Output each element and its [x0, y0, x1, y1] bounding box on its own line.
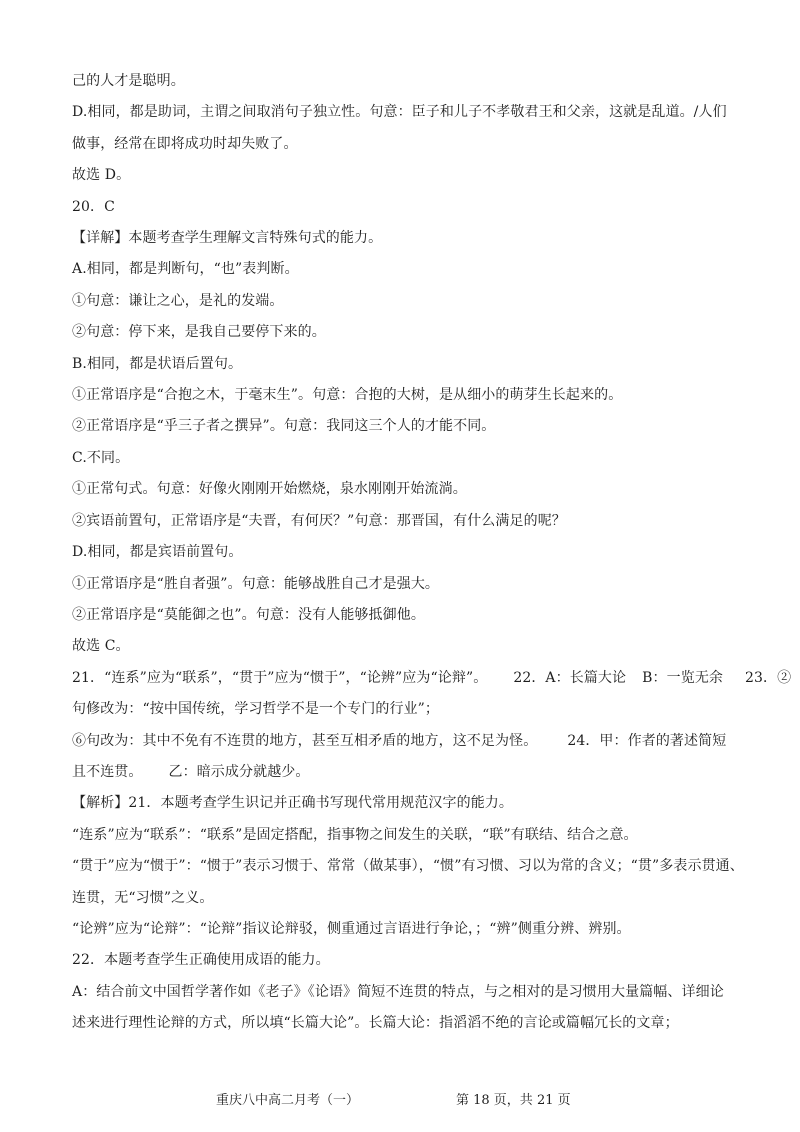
text-line: ①正常语序是“胜自者强”。句意：能够战胜自己才是强大。 — [72, 575, 440, 592]
text-line: ①句意：谦让之心，是礼的发端。 — [72, 292, 284, 309]
analysis-line: A：结合前文中国哲学著作如《老子》《论语》简短不连贯的特点，与之相对的是习惯用大量篇幅、详细论 — [72, 983, 724, 1000]
answer-line — [72, 757, 732, 788]
exam-title: 重庆八中高二月考（一） — [216, 1093, 360, 1108]
analysis-line: “连系”应为“联系”：“联系”是固定搭配，指事物之间发生的关联，“联”有联结、结合之意。 — [72, 826, 638, 843]
text-line: ①正常语序是“合抱之木，于毫末生”。句意：合抱的大树，是从细小的萌芽生长起来的。 — [72, 387, 623, 404]
text-line: ②宾语前置句，正常语序是“夫晋，有何厌？”句意：那晋国，有什么满足的呢？ — [72, 512, 566, 529]
text-line: ②正常语序是“乎三子者之撰异”。句意：我同这三个人的才能不同。 — [72, 418, 496, 435]
page-number: 第 18 页，共 21 页 — [456, 1093, 571, 1108]
analysis-line: “论辨”应为“论辩”：“论辩”指议论辩驳，侧重通过言语进行争论，；“辨”侧重分辨、辨别。 — [72, 920, 631, 937]
answer-text-body — [72, 66, 792, 1040]
text-line: 故选 D。 — [72, 167, 131, 184]
answer-22-b: B：一览无余 — [642, 669, 724, 686]
text-line: B.相同，都是状语后置句。 — [72, 355, 243, 372]
answer-24-yi: 乙：暗示成分就越少。 — [168, 763, 310, 780]
text-line: 做事，经常在即将成功时却失败了。 — [72, 135, 298, 152]
question-number-20: 20．C — [72, 198, 115, 215]
answer-line — [72, 663, 792, 694]
answer-line: 句修改为：“按中国传统，学习哲学不是一个专门的行业”； — [72, 701, 440, 718]
text-line: ①正常句式。句意：好像火刚刚开始燃烧，泉水刚刚开始流淌。 — [72, 481, 467, 498]
text-line: ②正常语序是“莫能御之也”。句意：没有人能够抵御他。 — [72, 606, 425, 623]
answer-23-revision: ⑥句改为：其中不免有不连贯的地方，甚至互相矛盾的地方，这不足为怪。 — [72, 732, 538, 749]
analysis-line: “贯于”应为“惯于”：“惯于”表示习惯于、常常（做某事），“惯”有习惯、习以为常的含义；“贯”多表示贯通、 — [72, 858, 744, 875]
answer-24-jia: 且不连贯。 — [72, 763, 143, 780]
answer-23: 23．② — [745, 669, 792, 686]
text-line: 【详解】本题考查学生理解文言特殊句式的能力。 — [72, 230, 383, 247]
text-line: 己的人才是聪明。 — [72, 73, 185, 89]
text-line: C.不同。 — [72, 449, 130, 466]
analysis-line: 述来进行理性论辩的方式，所以填“长篇大论”。长篇大论：指滔滔不绝的言论或篇幅冗长的文章； — [72, 1015, 679, 1032]
text-line: D.相同，都是宾语前置句。 — [72, 544, 243, 561]
answer-21: 21．“连系”应为“联系”，“贯于”应为“惯于”，“论辨”应为“论辩”。 — [72, 669, 488, 686]
analysis-line: 连贯，无“习惯”之义。 — [72, 889, 214, 906]
answer-line — [72, 726, 732, 757]
text-line: ②句意：停下来，是我自己要停下来的。 — [72, 324, 326, 341]
analysis-line: 【解析】21．本题考查学生识记并正确书写现代常用规范汉字的能力。 — [72, 795, 514, 812]
text-line: A.相同，都是判断句，“也”表判断。 — [72, 261, 299, 278]
answer-22-a: 22．A：长篇大论 — [513, 669, 627, 686]
analysis-line: 22．本题考查学生正确使用成语的能力。 — [72, 952, 330, 969]
text-line: D.相同，都是助词，主谓之间取消句子独立性。句意：臣子和儿子不孝敬君王和父亲，这就是乱道。/人们 — [72, 104, 727, 121]
text-line: 故选 C。 — [72, 638, 130, 655]
answer-24: 24．甲：作者的著述简短 — [567, 732, 727, 749]
